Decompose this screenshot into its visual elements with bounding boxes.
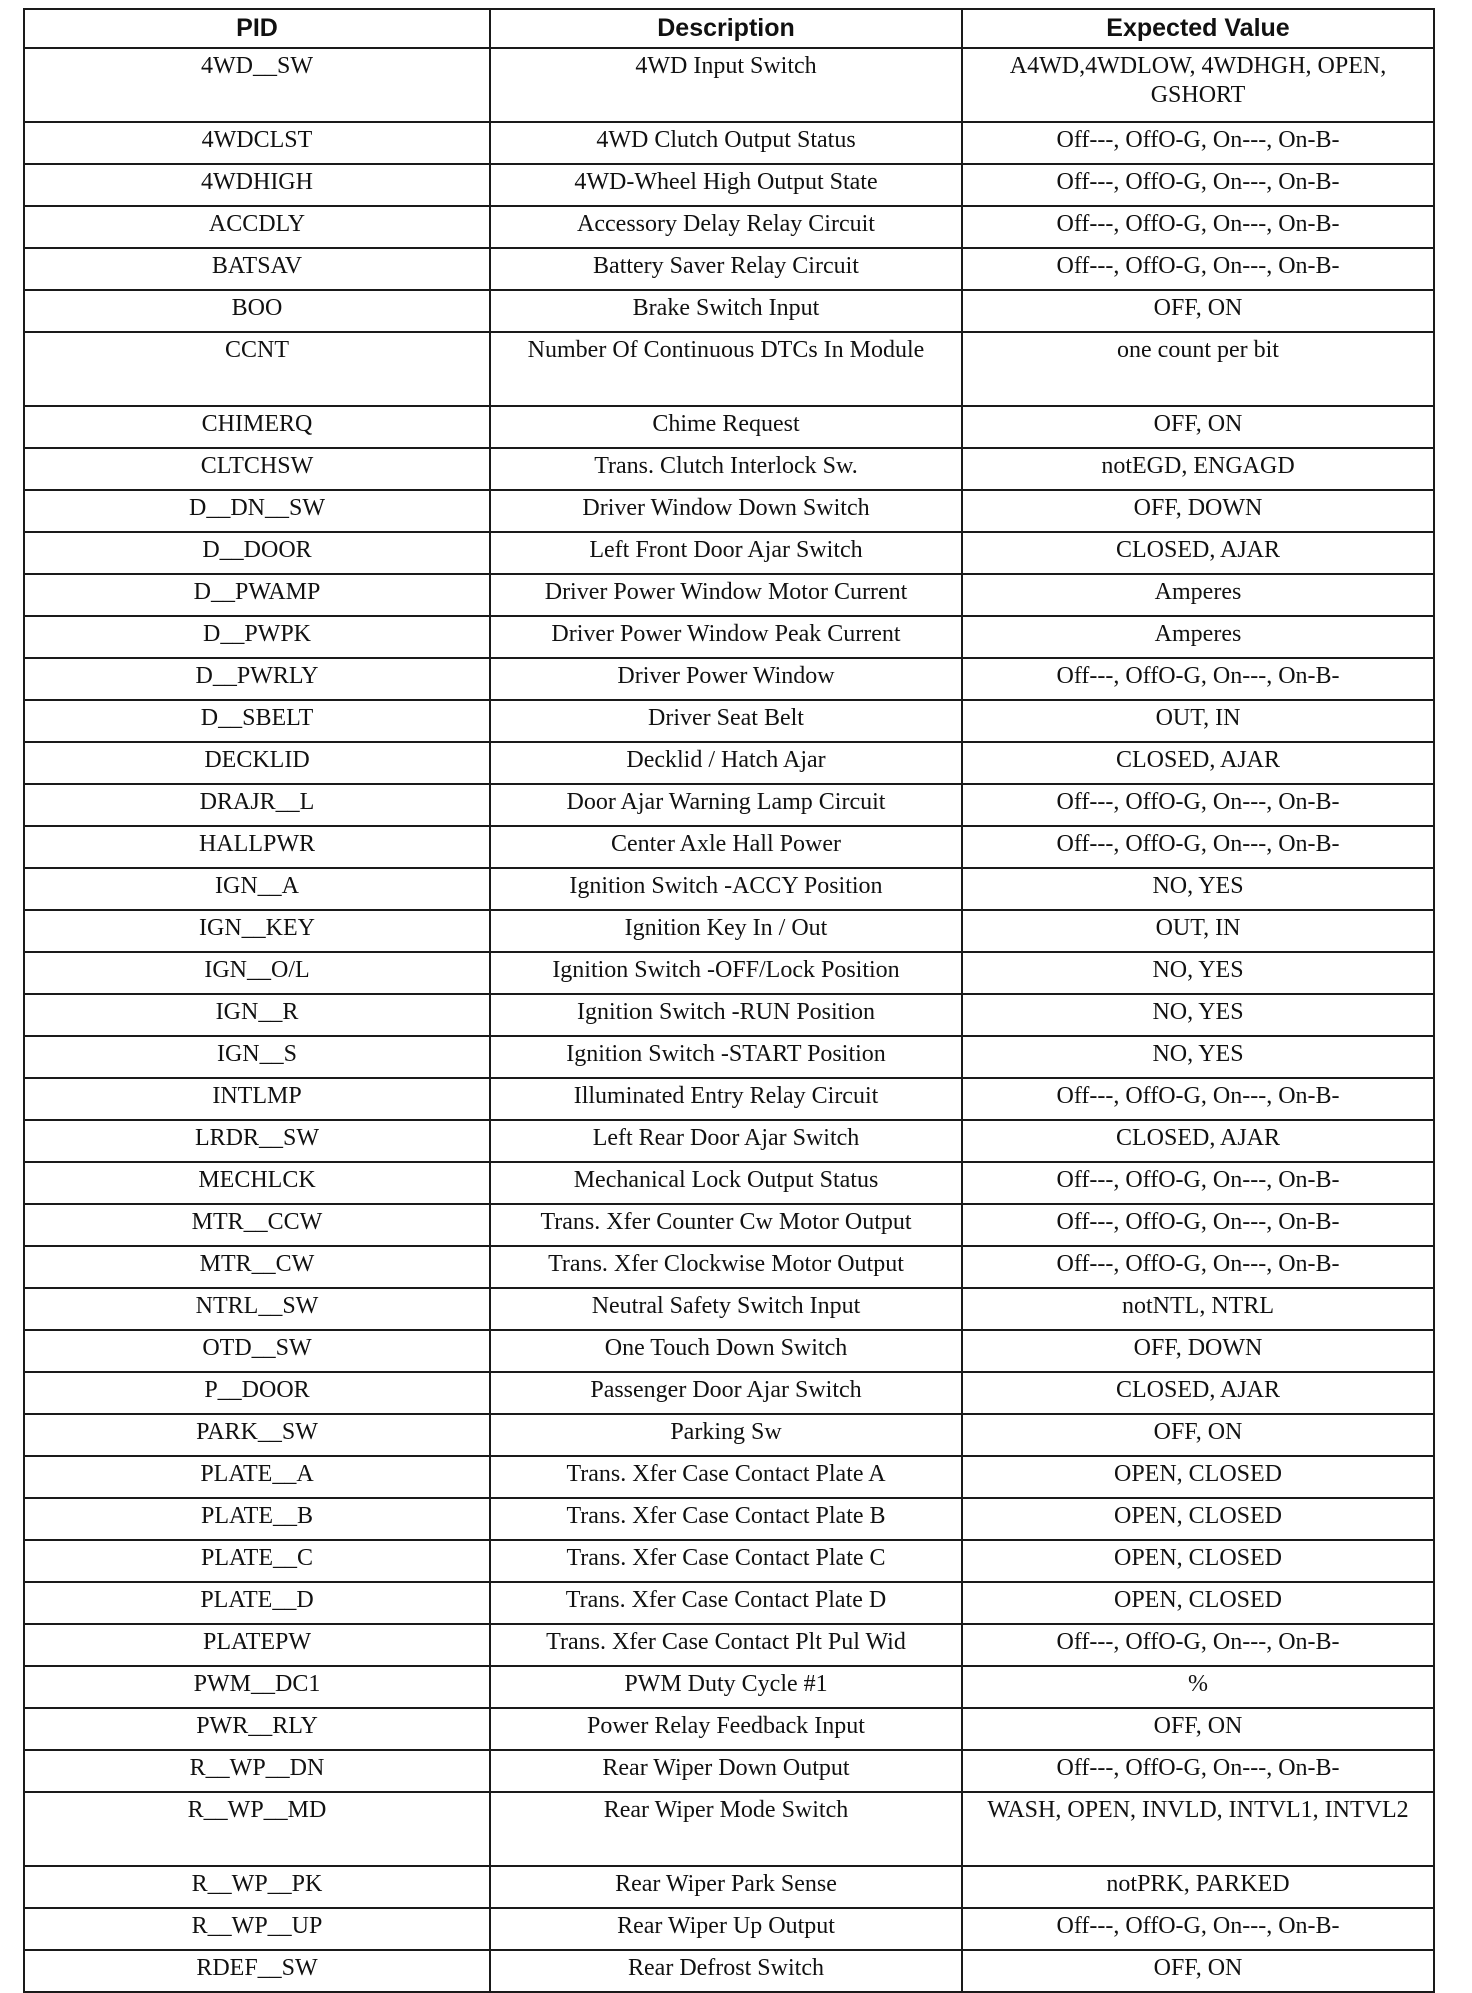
- cell-pid: CHIMERQ: [24, 406, 490, 448]
- cell-pid: INTLMP: [24, 1078, 490, 1120]
- cell-description: Rear Wiper Mode Switch: [490, 1792, 962, 1866]
- table-row: [24, 248, 1434, 290]
- cell-expected-value: WASH, OPEN, INVLD, INTVL1, INTVL2: [962, 1792, 1434, 1866]
- cell-description: Battery Saver Relay Circuit: [490, 248, 962, 290]
- table-row: [24, 1246, 1434, 1288]
- cell-expected-value: OFF, ON: [962, 290, 1434, 332]
- cell-pid: MECHLCK: [24, 1162, 490, 1204]
- cell-expected-value: notNTL, NTRL: [962, 1288, 1434, 1330]
- table-row: [24, 1498, 1434, 1540]
- cell-pid: R__WP__PK: [24, 1866, 490, 1908]
- cell-expected-value: OFF, DOWN: [962, 1330, 1434, 1372]
- cell-expected-value: OPEN, CLOSED: [962, 1582, 1434, 1624]
- cell-expected-value: Off---, OffO-G, On---, On-B-: [962, 826, 1434, 868]
- table-row: [24, 826, 1434, 868]
- cell-pid: BATSAV: [24, 248, 490, 290]
- cell-expected-value: Off---, OffO-G, On---, On-B-: [962, 1908, 1434, 1950]
- table-row: [24, 1204, 1434, 1246]
- table-row: [24, 574, 1434, 616]
- cell-expected-value: NO, YES: [962, 1036, 1434, 1078]
- cell-pid: D__PWAMP: [24, 574, 490, 616]
- cell-expected-value: Off---, OffO-G, On---, On-B-: [962, 1750, 1434, 1792]
- cell-description: Mechanical Lock Output Status: [490, 1162, 962, 1204]
- cell-description: Rear Defrost Switch: [490, 1950, 962, 1992]
- cell-pid: DRAJR__L: [24, 784, 490, 826]
- table-row: [24, 122, 1434, 164]
- cell-description: Trans. Xfer Counter Cw Motor Output: [490, 1204, 962, 1246]
- cell-expected-value: CLOSED, AJAR: [962, 532, 1434, 574]
- cell-expected-value: OUT, IN: [962, 700, 1434, 742]
- cell-description: Passenger Door Ajar Switch: [490, 1372, 962, 1414]
- cell-pid: R__WP__UP: [24, 1908, 490, 1950]
- table-row: [24, 164, 1434, 206]
- cell-pid: CLTCHSW: [24, 448, 490, 490]
- cell-description: Door Ajar Warning Lamp Circuit: [490, 784, 962, 826]
- cell-pid: OTD__SW: [24, 1330, 490, 1372]
- cell-description: Chime Request: [490, 406, 962, 448]
- cell-expected-value: one count per bit: [962, 332, 1434, 406]
- cell-expected-value: %: [962, 1666, 1434, 1708]
- cell-description: Power Relay Feedback Input: [490, 1708, 962, 1750]
- cell-expected-value: Off---, OffO-G, On---, On-B-: [962, 164, 1434, 206]
- cell-expected-value: OFF, DOWN: [962, 490, 1434, 532]
- cell-description: Decklid / Hatch Ajar: [490, 742, 962, 784]
- cell-expected-value: Off---, OffO-G, On---, On-B-: [962, 1624, 1434, 1666]
- cell-pid: LRDR__SW: [24, 1120, 490, 1162]
- cell-description: Trans. Xfer Case Contact Plate A: [490, 1456, 962, 1498]
- table-row: [24, 1540, 1434, 1582]
- cell-description: Center Axle Hall Power: [490, 826, 962, 868]
- table-row: [24, 1036, 1434, 1078]
- cell-pid: RDEF__SW: [24, 1950, 490, 1992]
- table-row: [24, 1666, 1434, 1708]
- cell-pid: PLATEPW: [24, 1624, 490, 1666]
- cell-expected-value: notPRK, PARKED: [962, 1866, 1434, 1908]
- cell-expected-value: OUT, IN: [962, 910, 1434, 952]
- cell-description: Rear Wiper Down Output: [490, 1750, 962, 1792]
- table-row: [24, 1866, 1434, 1908]
- cell-expected-value: Off---, OffO-G, On---, On-B-: [962, 122, 1434, 164]
- cell-pid: 4WDCLST: [24, 122, 490, 164]
- cell-expected-value: NO, YES: [962, 994, 1434, 1036]
- table-row: [24, 1582, 1434, 1624]
- cell-pid: DECKLID: [24, 742, 490, 784]
- cell-description: Trans. Xfer Case Contact Plate C: [490, 1540, 962, 1582]
- cell-pid: D__DN__SW: [24, 490, 490, 532]
- cell-pid: PWM__DC1: [24, 1666, 490, 1708]
- cell-description: Ignition Switch -ACCY Position: [490, 868, 962, 910]
- cell-expected-value: OFF, ON: [962, 1414, 1434, 1456]
- table-row: [24, 1950, 1434, 1992]
- cell-description: Trans. Clutch Interlock Sw.: [490, 448, 962, 490]
- cell-expected-value: CLOSED, AJAR: [962, 1120, 1434, 1162]
- cell-pid: HALLPWR: [24, 826, 490, 868]
- cell-pid: MTR__CW: [24, 1246, 490, 1288]
- cell-pid: P__DOOR: [24, 1372, 490, 1414]
- cell-expected-value: Off---, OffO-G, On---, On-B-: [962, 784, 1434, 826]
- table-row: [24, 1288, 1434, 1330]
- column-header-pid: PID: [24, 9, 490, 48]
- table-row: [24, 290, 1434, 332]
- table-row: [24, 448, 1434, 490]
- cell-expected-value: Off---, OffO-G, On---, On-B-: [962, 1078, 1434, 1120]
- table-row: [24, 616, 1434, 658]
- table-row: [24, 1750, 1434, 1792]
- cell-description: Rear Wiper Up Output: [490, 1908, 962, 1950]
- cell-pid: PLATE__A: [24, 1456, 490, 1498]
- cell-description: Driver Window Down Switch: [490, 490, 962, 532]
- cell-description: 4WD Input Switch: [490, 48, 962, 122]
- cell-description: Driver Seat Belt: [490, 700, 962, 742]
- cell-expected-value: CLOSED, AJAR: [962, 1372, 1434, 1414]
- cell-expected-value: Off---, OffO-G, On---, On-B-: [962, 248, 1434, 290]
- cell-description: Left Rear Door Ajar Switch: [490, 1120, 962, 1162]
- cell-description: Ignition Switch -START Position: [490, 1036, 962, 1078]
- table-row: [24, 1372, 1434, 1414]
- table-row: [24, 1414, 1434, 1456]
- cell-description: Trans. Xfer Case Contact Plate B: [490, 1498, 962, 1540]
- cell-pid: D__DOOR: [24, 532, 490, 574]
- cell-expected-value: Off---, OffO-G, On---, On-B-: [962, 1204, 1434, 1246]
- cell-pid: D__SBELT: [24, 700, 490, 742]
- cell-expected-value: OFF, ON: [962, 406, 1434, 448]
- cell-expected-value: NO, YES: [962, 952, 1434, 994]
- cell-expected-value: OPEN, CLOSED: [962, 1498, 1434, 1540]
- cell-pid: IGN__A: [24, 868, 490, 910]
- cell-pid: 4WDHIGH: [24, 164, 490, 206]
- pid-table-page: [23, 8, 1433, 1993]
- cell-expected-value: Off---, OffO-G, On---, On-B-: [962, 1162, 1434, 1204]
- table-row: [24, 406, 1434, 448]
- cell-pid: ACCDLY: [24, 206, 490, 248]
- table-row: [24, 206, 1434, 248]
- cell-description: Driver Power Window: [490, 658, 962, 700]
- cell-description: Parking Sw: [490, 1414, 962, 1456]
- cell-description: One Touch Down Switch: [490, 1330, 962, 1372]
- cell-pid: BOO: [24, 290, 490, 332]
- cell-description: Trans. Xfer Clockwise Motor Output: [490, 1246, 962, 1288]
- cell-pid: D__PWRLY: [24, 658, 490, 700]
- cell-description: Neutral Safety Switch Input: [490, 1288, 962, 1330]
- cell-pid: MTR__CCW: [24, 1204, 490, 1246]
- table-row: [24, 784, 1434, 826]
- cell-description: Brake Switch Input: [490, 290, 962, 332]
- column-header-description: Description: [490, 9, 962, 48]
- table-row: [24, 332, 1434, 406]
- cell-description: Driver Power Window Peak Current: [490, 616, 962, 658]
- cell-description: Ignition Switch -RUN Position: [490, 994, 962, 1036]
- cell-description: Ignition Switch -OFF/Lock Position: [490, 952, 962, 994]
- cell-description: Ignition Key In / Out: [490, 910, 962, 952]
- cell-description: Illuminated Entry Relay Circuit: [490, 1078, 962, 1120]
- cell-pid: NTRL__SW: [24, 1288, 490, 1330]
- table-row: [24, 1330, 1434, 1372]
- table-row: [24, 490, 1434, 532]
- table-row: [24, 532, 1434, 574]
- cell-pid: IGN__R: [24, 994, 490, 1036]
- table-row: [24, 658, 1434, 700]
- cell-expected-value: Off---, OffO-G, On---, On-B-: [962, 658, 1434, 700]
- cell-expected-value: OPEN, CLOSED: [962, 1456, 1434, 1498]
- cell-description: 4WD Clutch Output Status: [490, 122, 962, 164]
- cell-pid: PLATE__B: [24, 1498, 490, 1540]
- cell-description: Number Of Continuous DTCs In Module: [490, 332, 962, 406]
- table-row: [24, 48, 1434, 122]
- column-header-expected-value: Expected Value: [962, 9, 1434, 48]
- cell-description: PWM Duty Cycle #1: [490, 1666, 962, 1708]
- cell-pid: PLATE__C: [24, 1540, 490, 1582]
- cell-expected-value: A4WD,4WDLOW, 4WDHGH, OPEN, GSHORT: [962, 48, 1434, 122]
- cell-expected-value: OFF, ON: [962, 1708, 1434, 1750]
- table-row: [24, 952, 1434, 994]
- cell-description: Trans. Xfer Case Contact Plt Pul Wid: [490, 1624, 962, 1666]
- table-row: [24, 1078, 1434, 1120]
- cell-pid: R__WP__MD: [24, 1792, 490, 1866]
- table-row: [24, 1120, 1434, 1162]
- cell-expected-value: NO, YES: [962, 868, 1434, 910]
- table-row: [24, 1456, 1434, 1498]
- cell-pid: CCNT: [24, 332, 490, 406]
- table-row: [24, 994, 1434, 1036]
- cell-pid: D__PWPK: [24, 616, 490, 658]
- cell-pid: R__WP__DN: [24, 1750, 490, 1792]
- table-row: [24, 1162, 1434, 1204]
- table-row: [24, 868, 1434, 910]
- cell-expected-value: OPEN, CLOSED: [962, 1540, 1434, 1582]
- cell-expected-value: Off---, OffO-G, On---, On-B-: [962, 206, 1434, 248]
- cell-pid: IGN__KEY: [24, 910, 490, 952]
- cell-pid: PARK__SW: [24, 1414, 490, 1456]
- table-row: [24, 742, 1434, 784]
- cell-description: Driver Power Window Motor Current: [490, 574, 962, 616]
- table-row: [24, 1708, 1434, 1750]
- cell-pid: IGN__S: [24, 1036, 490, 1078]
- pid-table: [23, 8, 1435, 1993]
- cell-description: Accessory Delay Relay Circuit: [490, 206, 962, 248]
- cell-expected-value: CLOSED, AJAR: [962, 742, 1434, 784]
- cell-description: Left Front Door Ajar Switch: [490, 532, 962, 574]
- table-header-row: [24, 9, 1434, 48]
- cell-description: 4WD-Wheel High Output State: [490, 164, 962, 206]
- cell-pid: PLATE__D: [24, 1582, 490, 1624]
- cell-expected-value: notEGD, ENGAGD: [962, 448, 1434, 490]
- cell-expected-value: OFF, ON: [962, 1950, 1434, 1992]
- cell-expected-value: Off---, OffO-G, On---, On-B-: [962, 1246, 1434, 1288]
- table-row: [24, 700, 1434, 742]
- cell-pid: PWR__RLY: [24, 1708, 490, 1750]
- table-row: [24, 910, 1434, 952]
- table-row: [24, 1624, 1434, 1666]
- cell-expected-value: Amperes: [962, 574, 1434, 616]
- table-row: [24, 1792, 1434, 1866]
- cell-pid: IGN__O/L: [24, 952, 490, 994]
- cell-pid: 4WD__SW: [24, 48, 490, 122]
- table-row: [24, 1908, 1434, 1950]
- cell-expected-value: Amperes: [962, 616, 1434, 658]
- cell-description: Rear Wiper Park Sense: [490, 1866, 962, 1908]
- cell-description: Trans. Xfer Case Contact Plate D: [490, 1582, 962, 1624]
